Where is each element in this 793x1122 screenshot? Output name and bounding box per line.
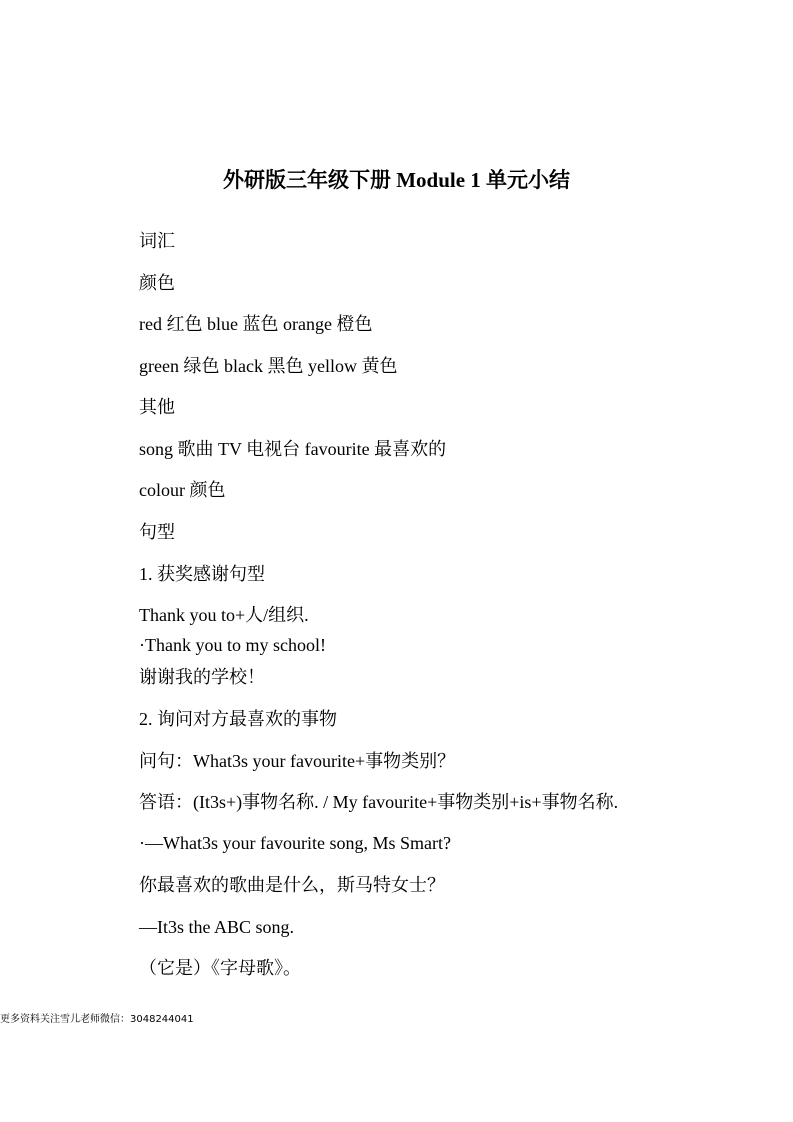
translation-text: （它是）《字母歌》。 [139, 958, 301, 978]
example-sentence: ·—What3s your favourite song, Ms Smart? [139, 833, 451, 853]
subheading-colors: 颜色 [139, 273, 175, 293]
pattern-text: 问句：What3s your favourite+事物类别？ [139, 751, 456, 771]
heading-sentence-patterns: 句型 [139, 522, 175, 542]
pattern-text: Thank you to+人/组织. [139, 605, 309, 625]
example-sentence: ·Thank you to my school! [139, 635, 326, 655]
pattern-heading: 2. 询问对方最喜欢的事物 [139, 709, 337, 729]
vocab-line: green 绿色 black 黑色 yellow 黄色 [139, 356, 398, 376]
footer-note: 更多资料关注雪儿老师微信：3048244041 [0, 1014, 194, 1025]
page-title: 外研版三年级下册 Module 1 单元小结 [222, 168, 571, 192]
translation-text: 谢谢我的学校！ [139, 667, 265, 687]
vocab-line: colour 颜色 [139, 480, 226, 500]
pattern-text: 答语：(It3s+)事物名称. / My favourite+事物类别+is+事物名称. [139, 792, 619, 812]
heading-vocabulary: 词汇 [139, 231, 175, 251]
vocab-line: red 红色 blue 蓝色 orange 橙色 [139, 314, 373, 334]
translation-text: 你最喜欢的歌曲是什么，斯马特女士？ [139, 875, 445, 895]
vocab-line: song 歌曲 TV 电视台 favourite 最喜欢的 [139, 439, 447, 459]
pattern-heading: 1. 获奖感谢句型 [139, 564, 265, 584]
subheading-others: 其他 [139, 397, 175, 417]
example-sentence: —It3s the ABC song. [139, 917, 295, 937]
